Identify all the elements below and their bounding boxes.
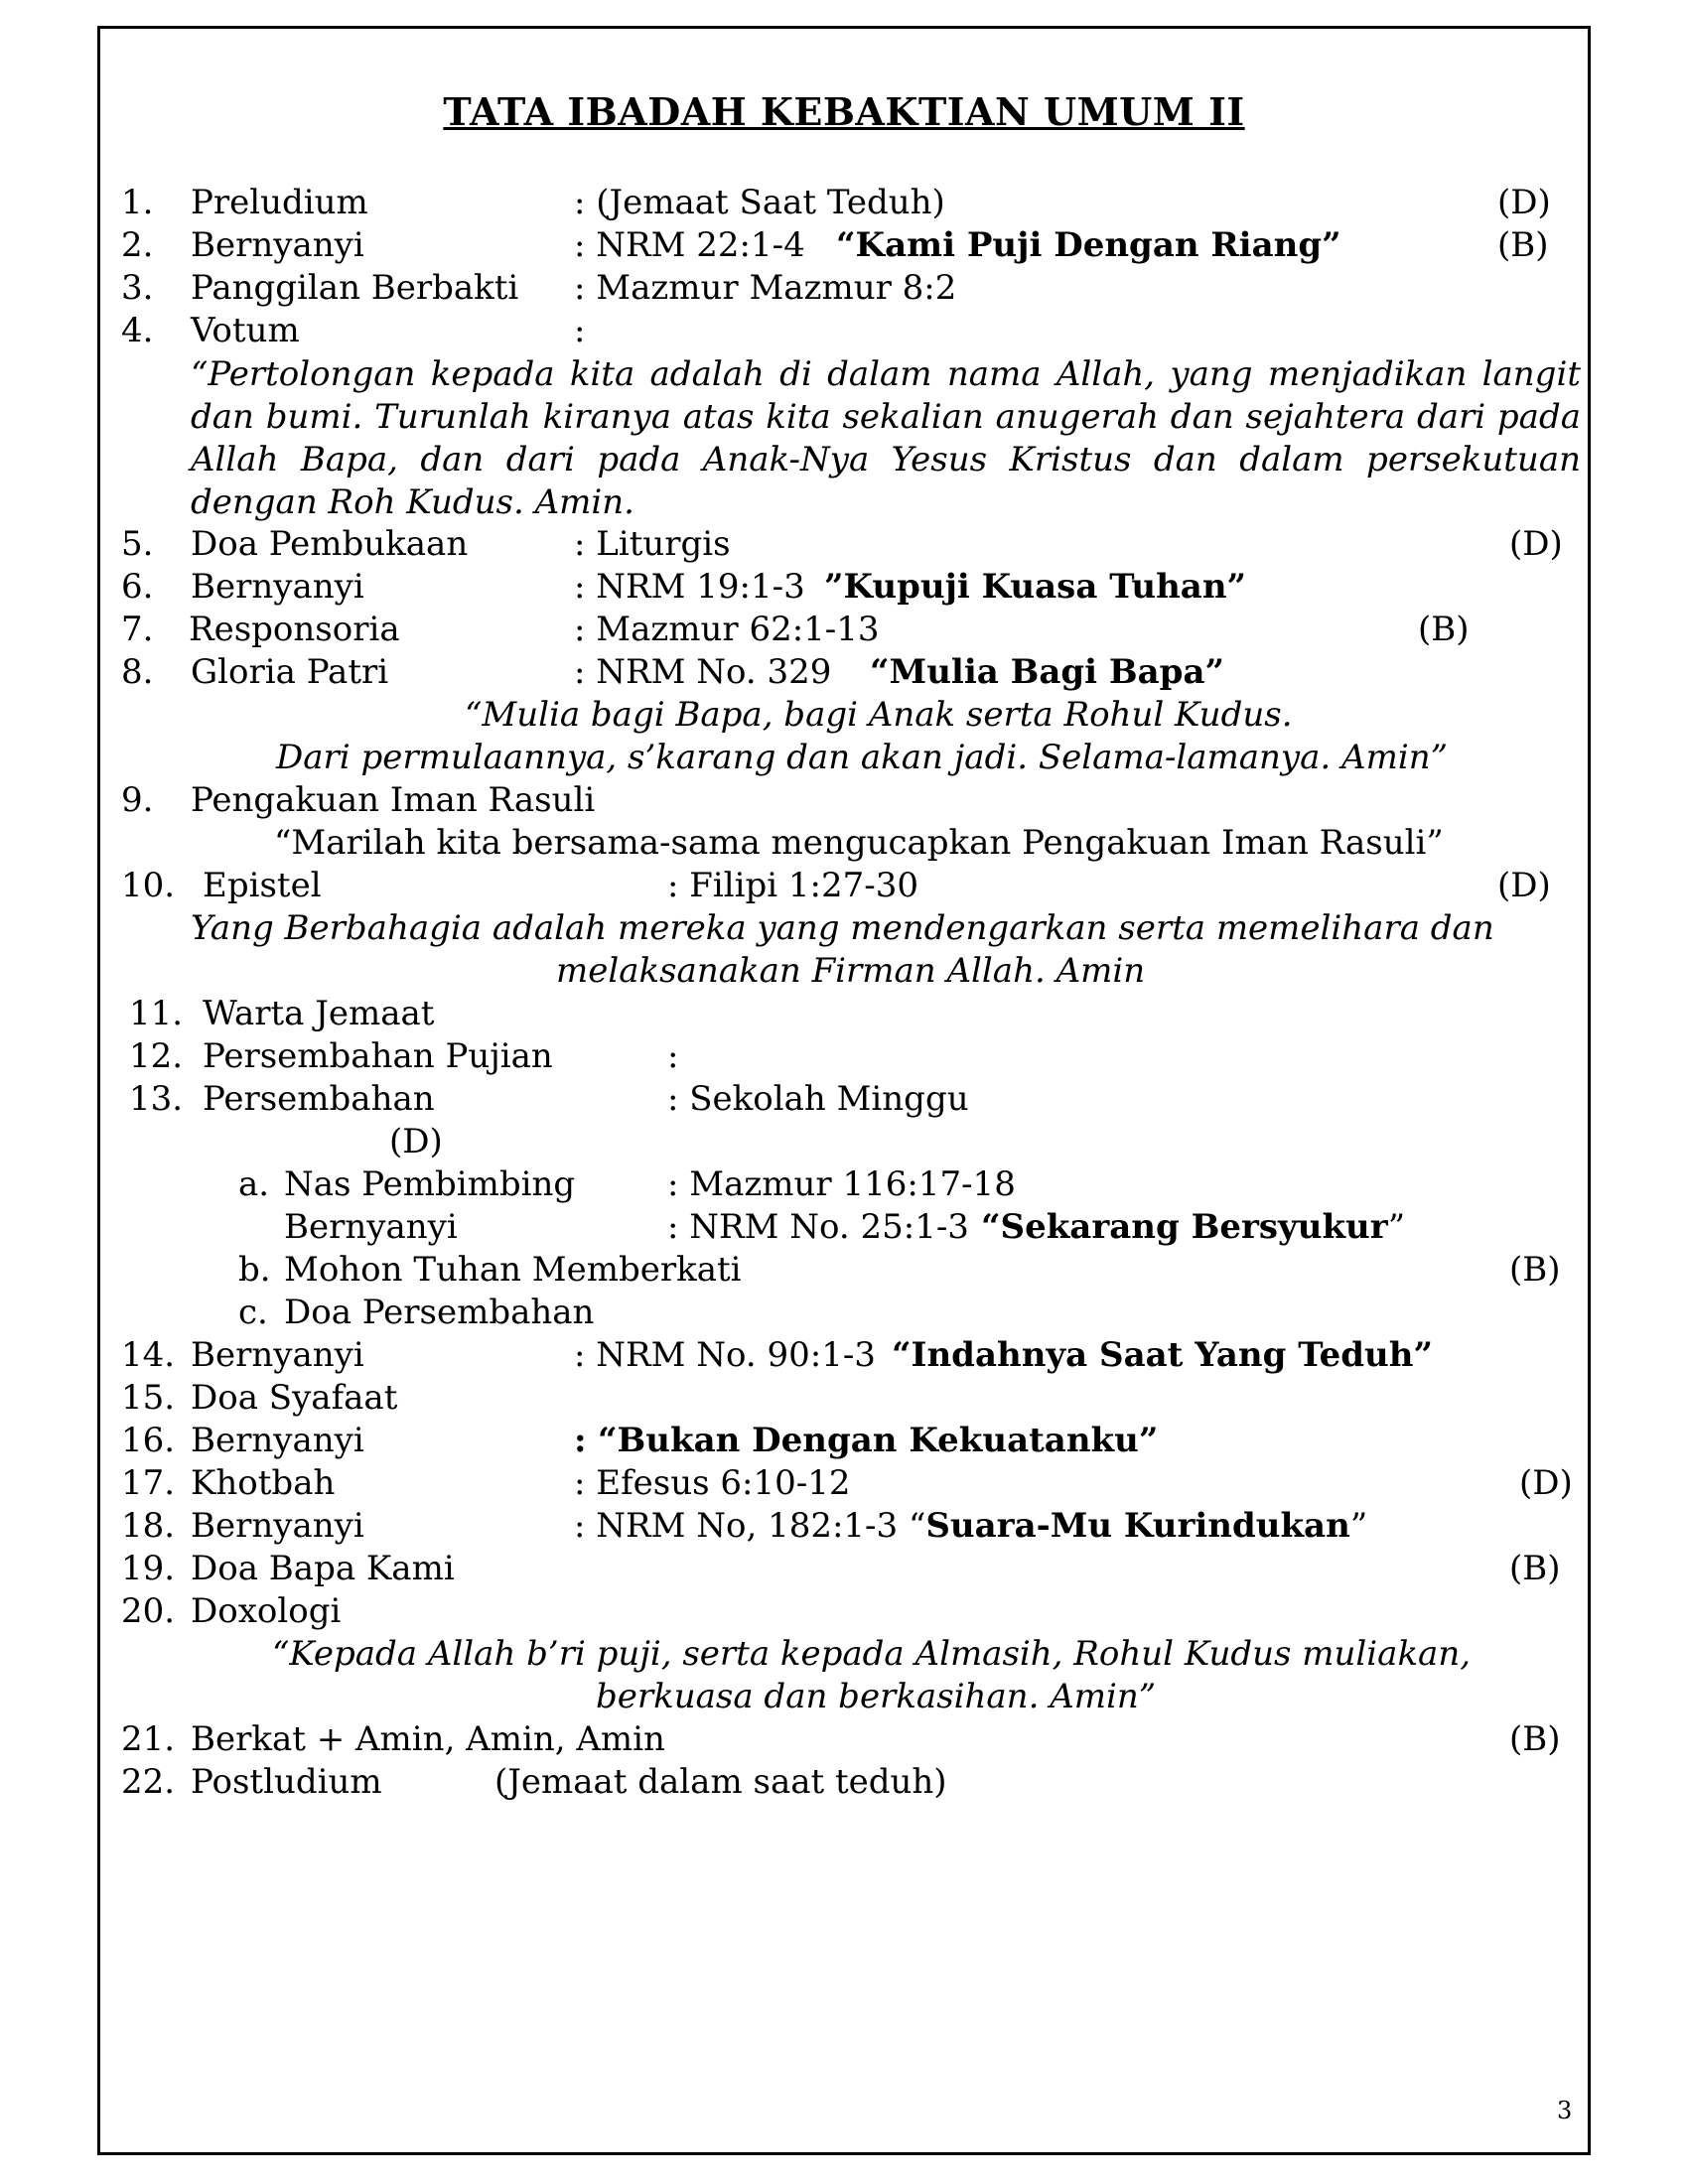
item-detail: : NRM No. 90:1-3 (574, 1335, 876, 1375)
item-number: 5. (121, 524, 154, 564)
page-title: TATA IBADAH KEBAKTIAN UMUM II (443, 89, 1245, 134)
item-number: 11. (129, 994, 184, 1033)
item-detail: : NRM No. 329 (574, 652, 832, 692)
role-badge: (B) (1509, 1250, 1561, 1290)
doxologi-line: berkuasa dan berkasihan. Amin” (596, 1677, 1157, 1716)
role-badge: (D) (389, 1122, 443, 1161)
role-badge: (B) (1418, 610, 1470, 649)
item-detail: : Mazmur 62:1-13 (574, 610, 880, 649)
item-label: Doa Bapa Kami (191, 1549, 455, 1588)
item-label: Responsoria (189, 610, 400, 649)
song-close-quote: ” (1387, 1207, 1406, 1247)
item-detail: : Sekolah Minggu (667, 1079, 969, 1119)
gloria-line: “Mulia bagi Bapa, bagi Anak serta Rohul Kudus. (465, 695, 1293, 735)
item-label: Berkat + Amin, Amin, Amin (191, 1719, 665, 1759)
item-number: 16. (121, 1421, 176, 1460)
item-number: 7. (121, 610, 154, 649)
item-detail: : (667, 1036, 679, 1076)
item-detail: : Efesus 6:10-12 (574, 1463, 851, 1503)
item-detail: : (574, 311, 586, 350)
item-number: 21. (121, 1719, 176, 1759)
item-label: Bernyanyi (191, 567, 364, 607)
item-label: Epistel (203, 866, 322, 905)
sub-letter: c. (238, 1293, 268, 1332)
role-badge: (D) (1497, 866, 1551, 905)
item-label: Pengakuan Iman Rasuli (191, 780, 596, 820)
role-badge: (B) (1497, 225, 1549, 265)
role-badge: (B) (1509, 1549, 1561, 1588)
sub-label: Doa Persembahan (284, 1293, 595, 1332)
item-label: Votum (191, 311, 300, 350)
doxologi-line: “Kepada Allah b’ri puji, serta kepada Almasih, Rohul Kudus muliakan, (272, 1634, 1472, 1674)
item-label: Doa Pembukaan (191, 524, 469, 564)
item-label: Bernyanyi (191, 1506, 364, 1546)
item-label: Doa Syafaat (191, 1378, 398, 1418)
sub-label: Mohon Tuhan Memberkati (284, 1250, 742, 1290)
item-label: Panggilan Berbakti (191, 268, 519, 308)
item-label: Preludium (191, 183, 368, 222)
sub-detail: : NRM No. 25:1-3 (667, 1207, 969, 1247)
role-badge: (D) (1519, 1463, 1573, 1503)
item-label: Persembahan Pujian (203, 1036, 553, 1076)
item-label: Bernyanyi (191, 225, 364, 265)
item-number: 10. (121, 866, 176, 905)
item-label: Gloria Patri (191, 652, 389, 692)
item-number: 2. (121, 225, 154, 265)
song-title: “Indahnya Saat Yang Teduh” (892, 1335, 1433, 1375)
item-number: 19. (121, 1549, 176, 1588)
song-title: “Mulia Bagi Bapa” (870, 652, 1225, 692)
item-detail: : NRM 22:1-4 (574, 225, 805, 265)
item-detail: (Jemaat dalam saat teduh) (494, 1762, 947, 1802)
item-number: 20. (121, 1591, 176, 1631)
item-number: 6. (121, 567, 154, 607)
item-number: 4. (121, 311, 154, 350)
sub-song (981, 1207, 1405, 1247)
song-title: Suara-Mu Kurindukan (925, 1506, 1350, 1546)
item-number: 12. (129, 1036, 184, 1076)
epistel-line: melaksanakan Firman Allah. Amin (556, 951, 1146, 991)
song-title: ”Kupuji Kuasa Tuhan” (824, 567, 1247, 607)
song-title: “Kami Puji Dengan Riang” (836, 225, 1341, 265)
item-number: 9. (121, 780, 154, 820)
item-label: Bernyanyi (191, 1421, 364, 1460)
role-badge: (B) (1509, 1719, 1561, 1759)
item-detail: : Filipi 1:27-30 (667, 866, 919, 905)
item-number: 17. (121, 1463, 176, 1503)
item-detail: : (Jemaat Saat Teduh) (574, 183, 945, 222)
item-label: Warta Jemaat (203, 994, 435, 1033)
pengakuan-text: “Marilah kita bersama-sama mengucapkan Pengakuan Iman Rasuli” (274, 823, 1444, 863)
item-number: 1. (121, 183, 154, 222)
item-number: 8. (121, 652, 154, 692)
sub-letter: b. (238, 1250, 271, 1290)
sub-label: Nas Pembimbing (284, 1164, 576, 1204)
song-title: “Sekarang Bersyukur (981, 1207, 1388, 1247)
item-number: 18. (121, 1506, 176, 1546)
item-label: Persembahan (203, 1079, 435, 1119)
role-badge: (D) (1497, 183, 1551, 222)
song-close-quote: ” (1349, 1506, 1368, 1546)
item-detail-text: : NRM No, 182:1-3 “ (574, 1506, 926, 1546)
item-label: Khotbah (191, 1463, 336, 1503)
item-number: 22. (121, 1762, 176, 1802)
role-badge: (D) (1509, 524, 1563, 564)
item-label: Bernyanyi (191, 1335, 364, 1375)
item-detail (574, 1506, 1367, 1546)
item-label: Doxologi (191, 1591, 342, 1631)
epistel-line: Yang Berbahagia adalah mereka yang mendengarkan serta memelihara dan (191, 908, 1494, 948)
item-number: 3. (121, 268, 154, 308)
item-detail: : Liturgis (574, 524, 731, 564)
gloria-line: Dari permulaannya, s’karang dan akan jadi. Selama-lamanya. Amin” (276, 738, 1448, 777)
votum-text: “Pertolongan kepada kita adalah di dalam nama Allah, yang menjadikan langit dan bumi. Turunlah kiranya atas kita sekalian anugerah dan sejahtera dari pada Allah Bapa, dan dari pada Anak-Nya Yesus Kristus dan dalam persekutuan dengan Roh Kudus. Amin. (191, 354, 1581, 522)
item-detail: : (574, 1421, 587, 1460)
item-number: 13. (129, 1079, 184, 1119)
item-detail: : NRM 19:1-3 (574, 567, 805, 607)
sub-detail: : Mazmur 116:17-18 (667, 1164, 1016, 1204)
item-number: 15. (121, 1378, 176, 1418)
item-detail: : Mazmur Mazmur 8:2 (574, 268, 957, 308)
song-title: “Bukan Dengan Kekuatanku” (598, 1421, 1159, 1460)
item-number: 14. (121, 1335, 176, 1375)
page-number: 3 (1557, 2097, 1573, 2124)
sub-letter: a. (238, 1164, 270, 1204)
item-label: Postludium (191, 1762, 382, 1802)
sub-label: Bernyanyi (284, 1207, 458, 1247)
